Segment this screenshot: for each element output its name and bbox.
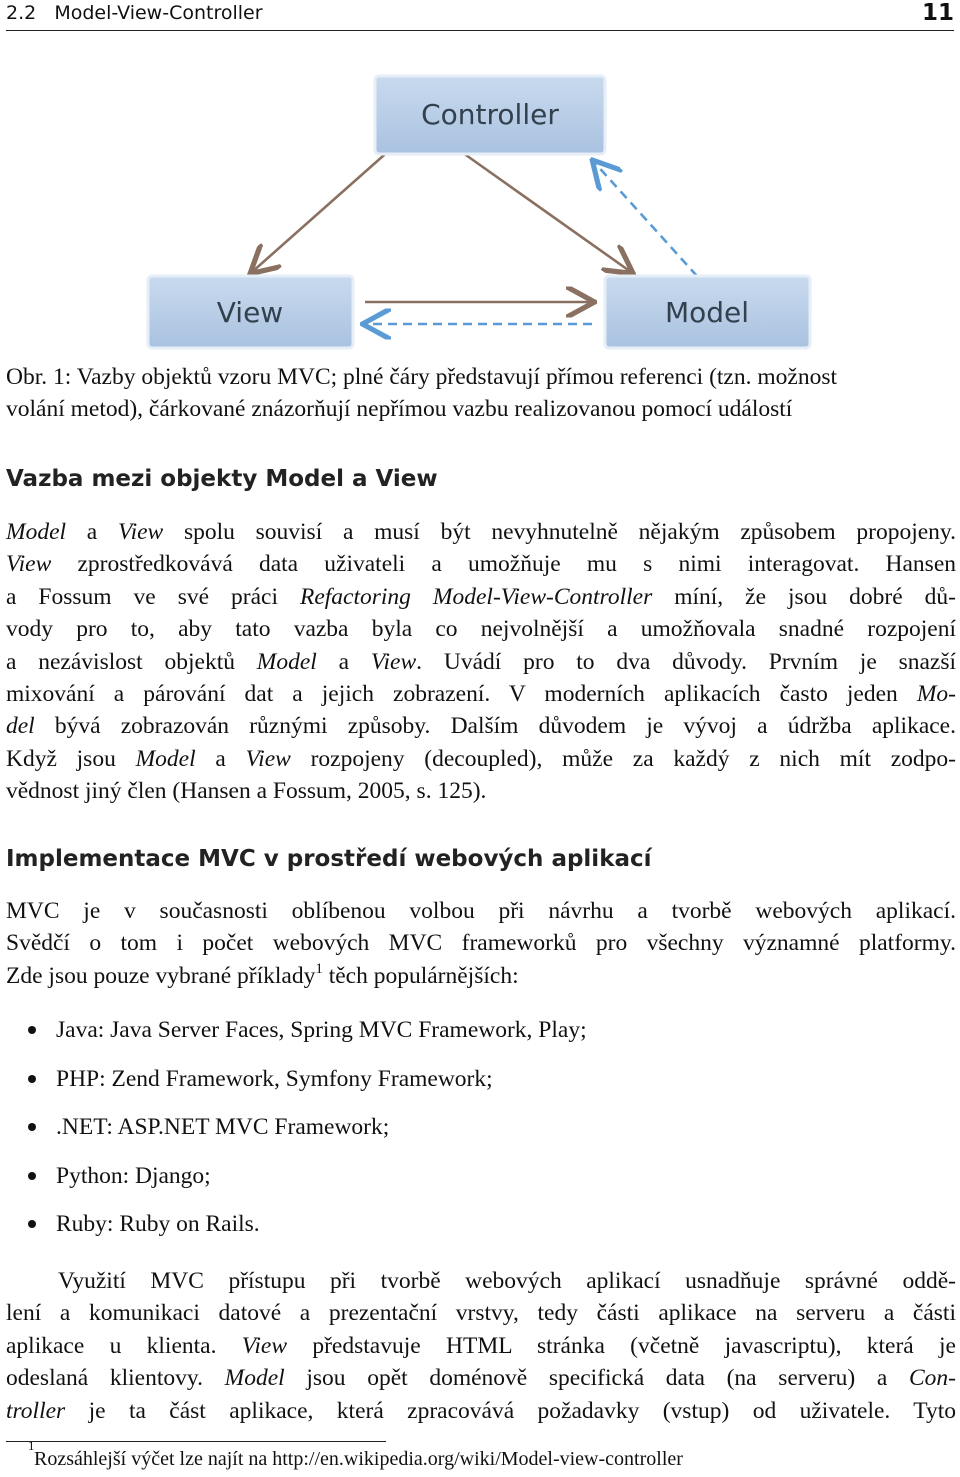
text-run: aplikace u klienta. [6, 1332, 242, 1359]
text-line [6, 646, 956, 678]
text-run: a nezávislost objektů [6, 648, 257, 675]
view-box [148, 276, 353, 348]
italic-term: Model [6, 519, 67, 545]
bullet-icon [28, 1026, 36, 1034]
italic-term: troller [6, 1397, 66, 1424]
footnote-text: Rozsáhlejší výčet lze najít na http://en.wikipedia.org/wiki/Model-view-controller [34, 1448, 683, 1470]
text-line [6, 960, 956, 992]
controller-to-model-arrow [456, 148, 631, 272]
text-line [6, 1362, 956, 1394]
italic-term: View [6, 551, 52, 578]
bullet-icon [28, 1123, 36, 1131]
text-run: bývá zobrazován různými způsoby. Dalším důvodem je vývoj a údržba aplikace. [34, 713, 956, 740]
list-item [6, 1010, 587, 1059]
italic-term: View [370, 648, 417, 675]
text-run: vědnost jiný člen (Hansen a Fossum, 2005, s. 125). [6, 778, 487, 805]
page-number: 11 [921, 0, 954, 26]
text-run: Když jsou [6, 745, 136, 772]
text-run: . Uvádí pro to dva důvody. Prvním je snazší [416, 648, 956, 675]
figure-caption [6, 361, 954, 425]
section-heading-implementation: Implementace MVC v prostředí webových aplikací [6, 846, 652, 872]
italic-term: Model [256, 648, 317, 675]
text-line [6, 581, 956, 613]
list-item [6, 1156, 587, 1205]
italic-term: View [241, 1332, 288, 1359]
list-item-text: PHP: Zend Framework, Symfony Framework; [56, 1065, 493, 1092]
text-run: a Fossum ve své práci [6, 583, 300, 610]
model-label: Model [664, 296, 750, 329]
text-line: Svědčí o tom i počet webových MVC frameworků pro všechny významné platformy. [6, 930, 956, 957]
text-run: mixování a párování dat a jejich zobrazení. V moderních aplikacích často jeden [6, 681, 917, 708]
list-item-text: .NET: ASP.NET MVC Framework; [56, 1114, 390, 1141]
controller-label: Controller [421, 98, 559, 131]
caption-line: volání metod), čárkované znázorňují nepřímou vazbu realizovanou pomocí událostí [6, 396, 793, 422]
list-item-text: Ruby: Ruby on Rails. [56, 1211, 260, 1238]
text-run: odeslaná klientovy. [6, 1365, 225, 1392]
text-run: zprostředkovává data uživateli a umožňuje mu s nimi interagovat. Hansen [51, 551, 956, 578]
text-run: představuje HTML stránka (včetně javascriptu), která je [287, 1332, 956, 1359]
footnote-divider [6, 1441, 386, 1442]
text-line [6, 1265, 956, 1297]
text-run: rozpojeny (decoupled), může za každý z nich mít zodpo- [290, 745, 956, 772]
italic-term: del [6, 713, 35, 740]
list-item [6, 1204, 587, 1253]
italic-term: Model [224, 1365, 285, 1392]
italic-term: Mo- [916, 681, 956, 708]
list-item-text: Python: Django; [56, 1162, 211, 1189]
text-run: těch populárnějších: [322, 962, 519, 989]
text-line [6, 678, 956, 710]
text-run: je ta část aplikace, která zpracovává požadavky (vstup) od uživatele. Tyto [65, 1397, 956, 1424]
page-header [6, 0, 954, 31]
paragraph-implementation [6, 895, 956, 992]
list-item-text: Java: Java Server Faces, Spring MVC Framework, Play; [56, 1017, 587, 1043]
list-item [6, 1059, 587, 1108]
italic-term: Model [135, 745, 196, 772]
text-line [6, 710, 956, 742]
italic-term: View [245, 745, 291, 772]
view-label: View [216, 296, 284, 329]
text-run: Zde jsou pouze vybrané příklady [6, 962, 316, 989]
text-line: MVC je v současnosti oblíbenou volbou při návrhu a tvorbě webových aplikací. [6, 898, 956, 924]
paragraph-mvc-usage [6, 1265, 956, 1427]
italic-term: Con- [908, 1365, 956, 1392]
caption-line: Obr. 1: Vazby objektů vzoru MVC; plné čáry představují přímou referenci (tzn. možnost [6, 364, 837, 390]
text-run: a [195, 745, 246, 772]
text-line [6, 548, 956, 580]
text-run: a [66, 519, 118, 545]
section-heading-model-view: Vazba mezi objekty Model a View [6, 466, 438, 492]
text-line [6, 775, 956, 807]
text-line [6, 1395, 956, 1427]
text-line [6, 1297, 956, 1329]
controller-to-view-arrow [252, 148, 392, 272]
text-run: jsou opět doménově specifická data (na serveru) a [284, 1365, 909, 1392]
bullet-icon [28, 1075, 36, 1083]
bullet-icon [28, 1220, 36, 1228]
footnote-ref[interactable]: 1 [315, 960, 323, 977]
controller-box [375, 76, 605, 154]
text-line [6, 743, 956, 775]
model-box [605, 276, 810, 348]
text-run: spolu souvisí a musí být nevyhnutelně nějakým způsobem propojeny. [163, 519, 957, 545]
paragraph-model-view [6, 516, 956, 808]
mvc-diagram [140, 66, 820, 356]
footnote: 1 Rozsáhlejší výčet lze najít na http://en.wikipedia.org/wiki/Model-view-controller [28, 1438, 683, 1470]
text-run: míní, že jsou dobré dů- [652, 583, 956, 610]
text-run: vody pro to, aby tato vazba byla co nejvolnější a umožňovala snadné rozpojení [6, 616, 956, 643]
text-line [6, 1330, 956, 1362]
running-head: 2.2 Model-View-Controller [6, 2, 263, 24]
text-line [6, 516, 956, 548]
text-line [6, 613, 956, 645]
text-run: lení a komunikaci datové a prezentační vrstvy, tedy části aplikace na serveru a části [6, 1300, 956, 1327]
bullet-icon [28, 1172, 36, 1180]
italic-term: View [117, 519, 164, 545]
italic-term: Refactoring Model-View-Controller [299, 583, 653, 610]
model-to-controller-dashed-arrow [594, 162, 697, 276]
list-item [6, 1107, 587, 1156]
text-run: a [316, 648, 371, 675]
text-run: Využití MVC přístupu při tvorbě webových aplikací usnadňuje správné oddě- [58, 1268, 956, 1294]
framework-list [6, 1010, 587, 1253]
